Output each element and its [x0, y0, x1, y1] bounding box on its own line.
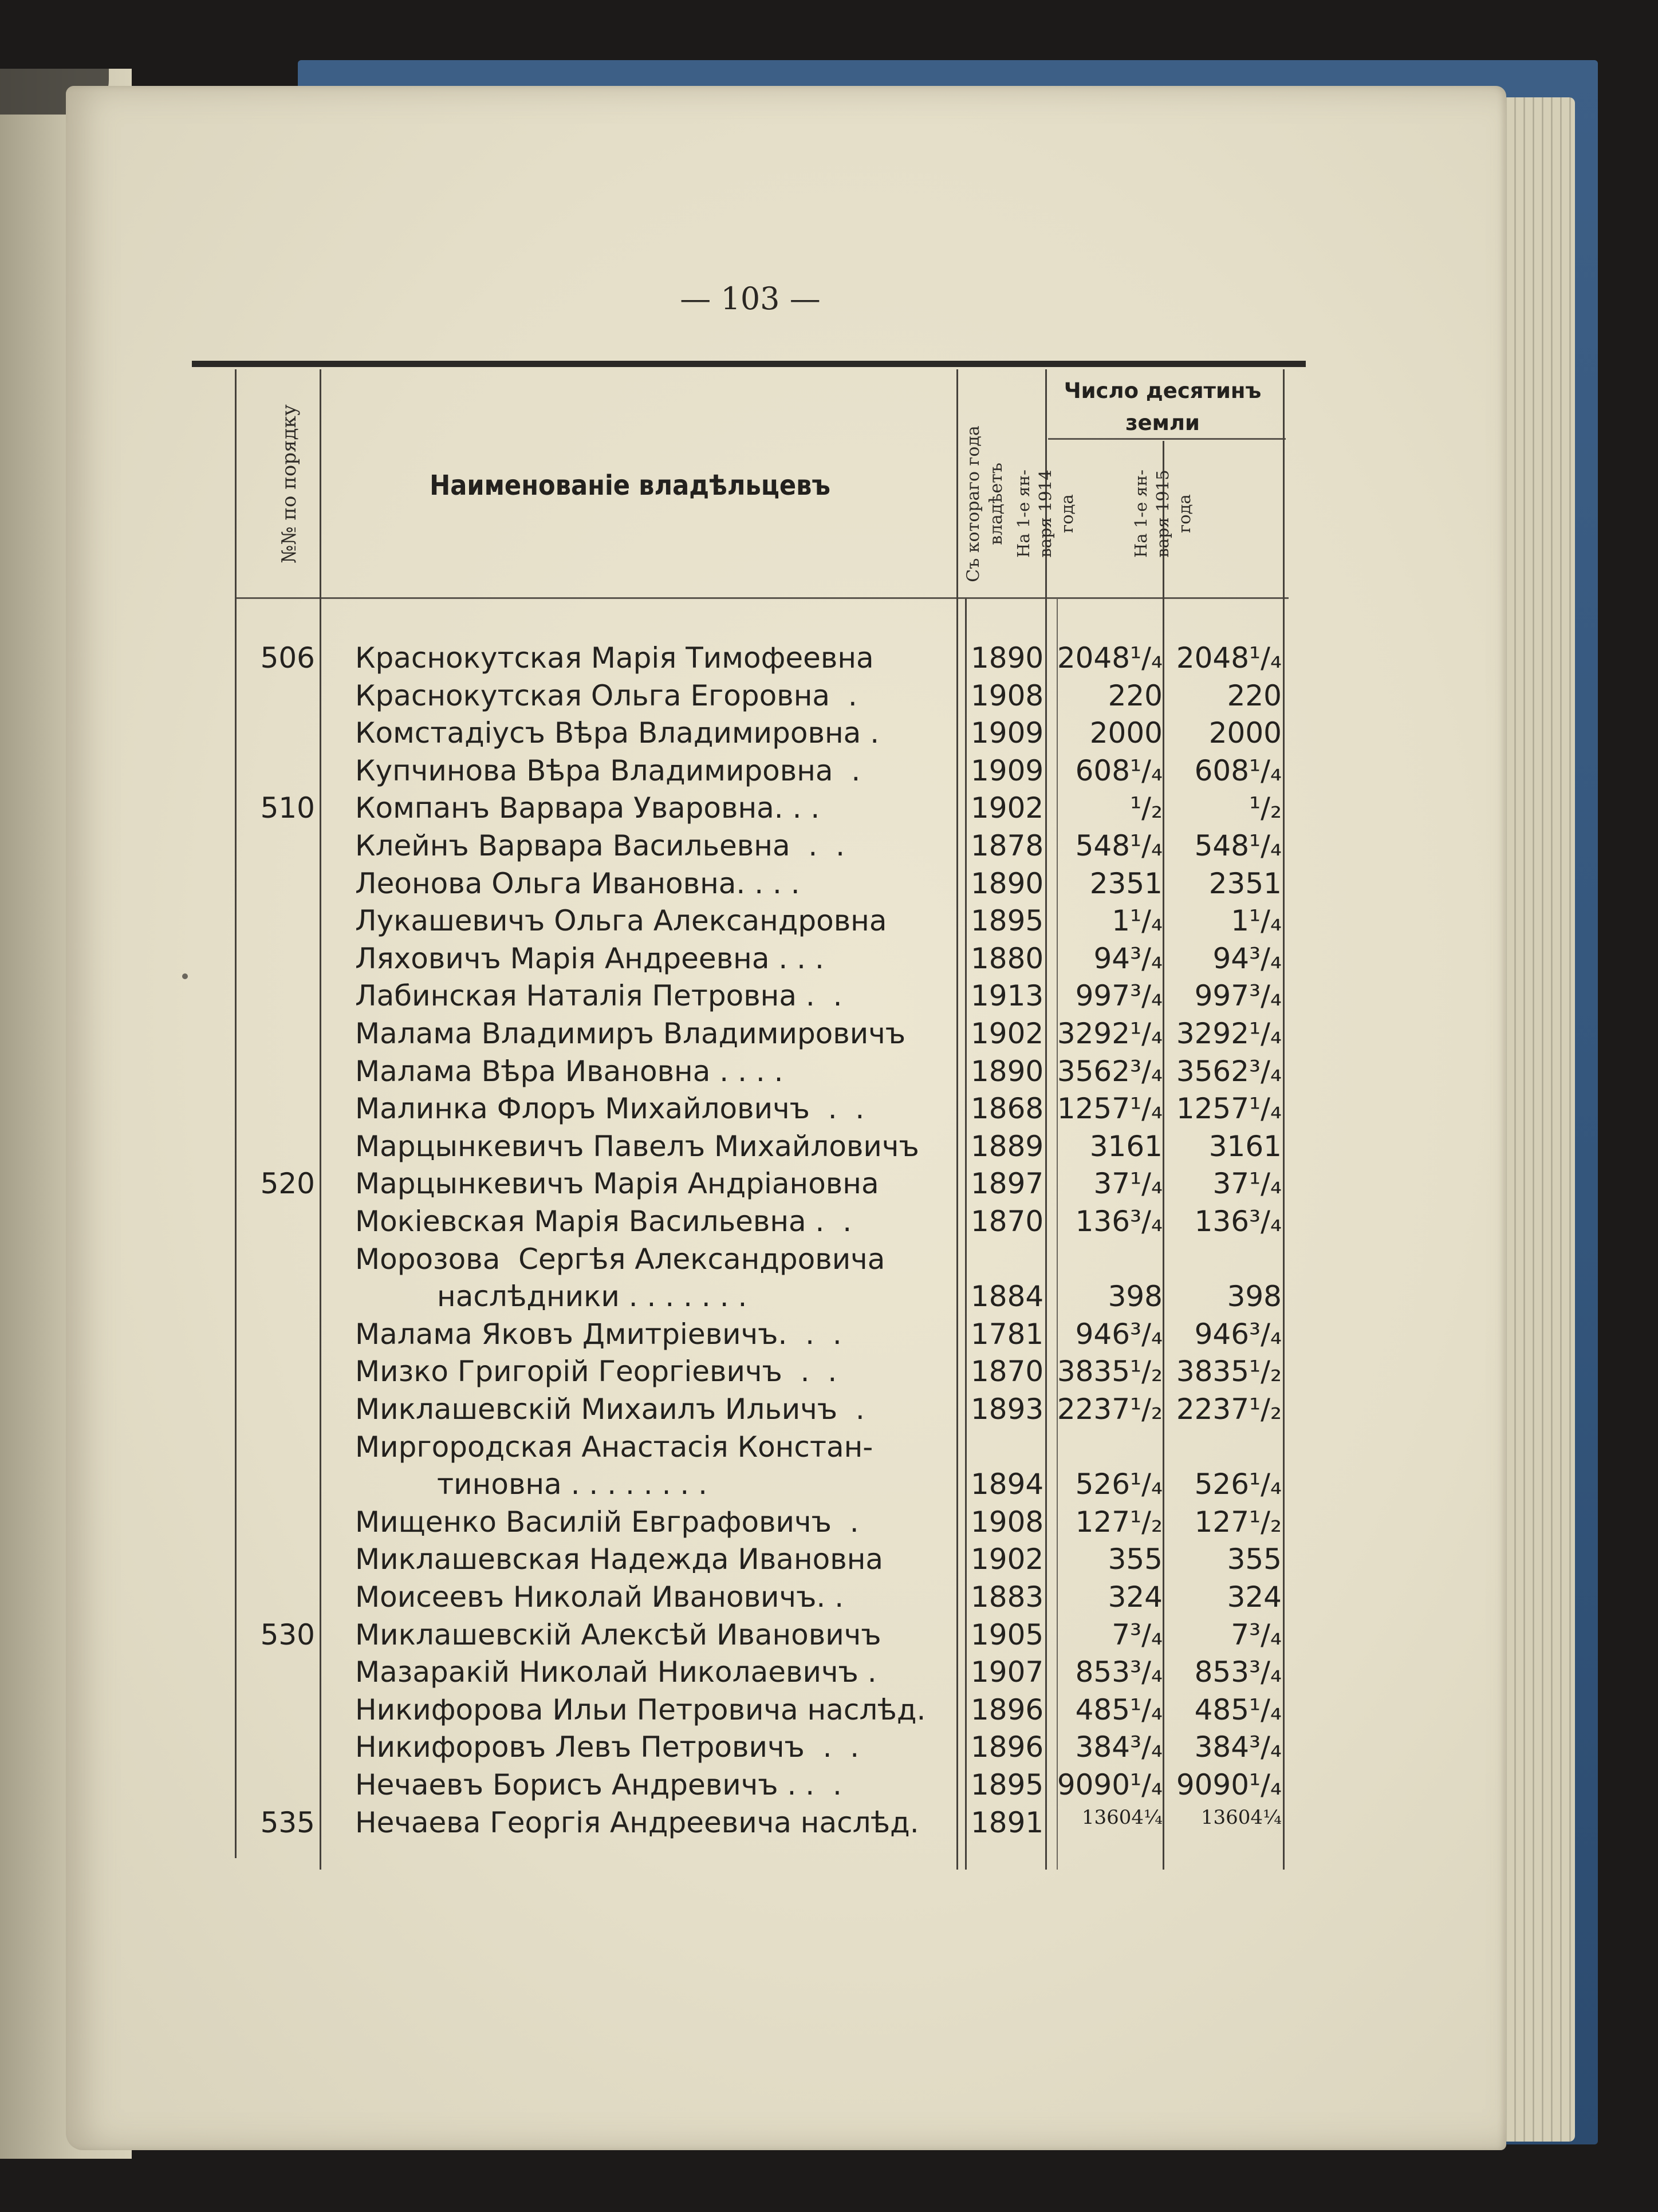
- area-1914: 9090¹/₄: [1057, 1768, 1163, 1801]
- ownership-year: 1909: [971, 754, 1044, 787]
- owner-name: Лукашевичъ Ольга Александровна: [355, 904, 887, 937]
- table-row: [0, 1655, 1317, 1692]
- owner-name: Клейнъ Варвара Васильевна . .: [355, 829, 845, 862]
- area-1915: 2351: [1208, 867, 1282, 900]
- area-1915: 3835¹/₂: [1176, 1355, 1282, 1388]
- ownership-year: 1905: [971, 1618, 1044, 1651]
- area-1915: 1¹/₄: [1231, 904, 1282, 937]
- ownership-year: 1868: [971, 1092, 1044, 1125]
- area-1915: 37¹/₄: [1212, 1167, 1282, 1200]
- owner-name: Мищенко Василій Евграфовичъ .: [355, 1505, 859, 1539]
- header-1914-column: На 1-е ян- варя 1914 года: [1014, 470, 1077, 558]
- header-land-area: Число десятинъ земли: [1064, 378, 1262, 435]
- area-1915: 526¹/₄: [1194, 1468, 1282, 1501]
- page-number: — 103 —: [680, 281, 821, 317]
- owner-name: Миклашевскій Михаилъ Ильичъ .: [355, 1393, 865, 1426]
- table-row: [0, 829, 1317, 866]
- area-1914: 608¹/₄: [1075, 754, 1163, 787]
- owner-name: Нечаевъ Борисъ Андревичъ . . .: [355, 1768, 842, 1801]
- table-row: [0, 1806, 1317, 1843]
- ownership-year: 1880: [971, 942, 1044, 975]
- owner-name: Миклашевская Надежда Ивановна: [355, 1543, 884, 1576]
- ownership-year: 1890: [971, 1055, 1044, 1088]
- ownership-year: 1883: [971, 1580, 1044, 1614]
- area-1915: 220: [1227, 679, 1282, 712]
- header-year-column: Съ котораго года владѣетъ: [963, 425, 1006, 582]
- table-row: [0, 1468, 1317, 1504]
- area-1915: 2000: [1208, 716, 1282, 750]
- ownership-year: 1884: [971, 1280, 1044, 1313]
- area-1915: 3562³/₄: [1176, 1055, 1282, 1088]
- area-1914: 37¹/₄: [1093, 1167, 1163, 1200]
- area-1914: 220: [1108, 679, 1163, 712]
- area-1914: 384³/₄: [1075, 1730, 1163, 1764]
- area-1914: 2000: [1089, 716, 1163, 750]
- table-row: [0, 716, 1317, 753]
- table-row: [0, 1730, 1317, 1767]
- row-number: 510: [260, 791, 315, 825]
- ownership-year: 1897: [971, 1167, 1044, 1200]
- area-1914: 2351: [1089, 867, 1163, 900]
- ownership-year: 1878: [971, 829, 1044, 862]
- area-1915: 548¹/₄: [1194, 829, 1282, 862]
- area-1914: 2237¹/₂: [1057, 1393, 1163, 1426]
- owner-name: Никифорова Ильи Петровича наслѣд.: [355, 1693, 926, 1726]
- area-1914: 853³/₄: [1075, 1655, 1163, 1689]
- area-1914: 946³/₄: [1075, 1318, 1163, 1351]
- ownership-year: 1870: [971, 1355, 1044, 1388]
- owner-name: Мокіевская Марія Васильевна . .: [355, 1205, 852, 1238]
- table-row: [0, 1092, 1317, 1129]
- owner-name: Лабинская Наталія Петровна . .: [355, 979, 842, 1012]
- area-1915: 3292¹/₄: [1176, 1017, 1282, 1050]
- table-row: [0, 1393, 1317, 1429]
- table-row: [0, 1243, 1317, 1279]
- owner-name: Ляховичъ Марія Андреевна . . .: [355, 942, 824, 975]
- area-1915: 355: [1227, 1543, 1282, 1576]
- ownership-year: 1889: [971, 1130, 1044, 1163]
- area-1915: 946³/₄: [1194, 1318, 1282, 1351]
- owner-name: Морозова Сергѣя Александровича: [355, 1243, 885, 1276]
- ownership-year: 1913: [971, 979, 1044, 1012]
- table-row: [0, 1618, 1317, 1655]
- owner-name: Миргородская Анастасія Констан-: [355, 1430, 873, 1464]
- table-row: [0, 1205, 1317, 1241]
- ownership-year: 1896: [971, 1730, 1044, 1764]
- area-1914: 398: [1108, 1280, 1163, 1313]
- table-row: [0, 1430, 1317, 1467]
- table-row: [0, 641, 1317, 678]
- area-1914: 1257¹/₄: [1057, 1092, 1163, 1125]
- owner-name: Марцынкевичъ Павелъ Михайловичъ: [355, 1130, 919, 1163]
- owner-name: Мазаракій Николай Николаевичъ .: [355, 1655, 877, 1689]
- area-1915: 853³/₄: [1194, 1655, 1282, 1689]
- area-1914: 355: [1108, 1543, 1163, 1576]
- owner-name: Компанъ Варвара Уваровна. . .: [355, 791, 820, 825]
- table-row: [0, 679, 1317, 716]
- table-row: [0, 1355, 1317, 1391]
- ownership-year: 1890: [971, 867, 1044, 900]
- owner-name: Нечаева Георгія Андреевича наслѣд.: [355, 1806, 919, 1839]
- ownership-year: 1870: [971, 1205, 1044, 1238]
- area-1915: 136³/₄: [1194, 1205, 1282, 1238]
- area-1914: 94³/₄: [1093, 942, 1163, 975]
- owner-name: Никифоровъ Левъ Петровичъ . .: [355, 1730, 860, 1764]
- area-1915: 9090¹/₄: [1176, 1768, 1282, 1801]
- header-owner-name: Наименованіе владѣльцевъ: [430, 470, 830, 502]
- table-row: [0, 1693, 1317, 1730]
- header-1915-column: На 1-е ян- варя 1915 года: [1131, 470, 1194, 558]
- owner-name: Малинка Флоръ Михайловичъ . .: [355, 1092, 865, 1125]
- owner-name: Малама Владимиръ Владимировичъ: [355, 1017, 906, 1050]
- table-row: [0, 867, 1317, 904]
- owner-name: наслѣдники . . . . . . .: [355, 1280, 747, 1313]
- owner-name: Мизко Григорій Георгіевичъ . .: [355, 1355, 837, 1388]
- table-row: [0, 1768, 1317, 1805]
- area-1915: 324: [1227, 1580, 1282, 1614]
- ownership-year: 1895: [971, 1768, 1044, 1801]
- ownership-year: 1909: [971, 716, 1044, 750]
- ownership-year: 1908: [971, 1505, 1044, 1539]
- owner-name: Купчинова Вѣра Владимировна .: [355, 754, 861, 787]
- table-row: [0, 754, 1317, 791]
- owner-name: Краснокутская Марія Тимофеевна: [355, 641, 874, 675]
- row-number: 535: [260, 1806, 315, 1839]
- ownership-year: 1902: [971, 1017, 1044, 1050]
- owner-name: Комстадіусъ Вѣра Владимировна .: [355, 716, 880, 750]
- area-1914: 136³/₄: [1075, 1205, 1163, 1238]
- area-1914: 997³/₄: [1075, 979, 1163, 1012]
- area-1915: ¹/₂: [1249, 791, 1282, 825]
- ownership-year: 1894: [971, 1468, 1044, 1501]
- ownership-year: 1890: [971, 641, 1044, 675]
- area-1915: 608¹/₄: [1194, 754, 1282, 787]
- table-row: [0, 1130, 1317, 1166]
- area-1914: 127¹/₂: [1075, 1505, 1163, 1539]
- area-1914: 3292¹/₄: [1057, 1017, 1163, 1050]
- owner-name: Краснокутская Ольга Егоровна .: [355, 679, 857, 712]
- ownership-year: 1891: [971, 1806, 1044, 1839]
- owner-name: Малама Вѣра Ивановна . . . .: [355, 1055, 783, 1088]
- area-1914: 485¹/₄: [1075, 1693, 1163, 1726]
- area-1914: ¹/₂: [1130, 791, 1163, 825]
- area-1915: 2048¹/₄: [1176, 641, 1282, 675]
- header-number-column: №№ по порядку: [278, 404, 301, 563]
- area-1914: 3835¹/₂: [1057, 1355, 1163, 1388]
- table-row: [0, 1505, 1317, 1542]
- row-number: 520: [260, 1167, 315, 1200]
- owner-name: Малама Яковъ Дмитріевичъ. . .: [355, 1318, 842, 1351]
- ownership-year: 1902: [971, 1543, 1044, 1576]
- area-1915: 2237¹/₂: [1176, 1393, 1282, 1426]
- owner-name: Леонова Ольга Ивановна. . . .: [355, 867, 800, 900]
- area-1914: 13604¼: [1081, 1806, 1163, 1829]
- owner-name: Марцынкевичъ Марія Андріановна: [355, 1167, 879, 1200]
- area-1915: 7³/₄: [1231, 1618, 1282, 1651]
- ownership-year: 1902: [971, 791, 1044, 825]
- owner-name: тиновна . . . . . . . .: [355, 1468, 708, 1501]
- area-1915: 1257¹/₄: [1176, 1092, 1282, 1125]
- table-row: [0, 791, 1317, 828]
- row-number: 506: [260, 641, 315, 675]
- area-1914: 548¹/₄: [1075, 829, 1163, 862]
- table-row: [0, 1167, 1317, 1204]
- area-1914: 324: [1108, 1580, 1163, 1614]
- area-1915: 94³/₄: [1212, 942, 1282, 975]
- ownership-year: 1907: [971, 1655, 1044, 1689]
- ownership-year: 1908: [971, 679, 1044, 712]
- ownership-year: 1781: [971, 1318, 1044, 1351]
- area-1915: 13604¼: [1200, 1806, 1282, 1829]
- table-row: [0, 1580, 1317, 1617]
- area-1914: 1¹/₄: [1112, 904, 1163, 937]
- area-1915: 485¹/₄: [1194, 1693, 1282, 1726]
- row-number: 530: [260, 1618, 315, 1651]
- table-row: [0, 904, 1317, 941]
- ownership-year: 1896: [971, 1693, 1044, 1726]
- area-1914: 7³/₄: [1112, 1618, 1163, 1651]
- area-1915: 997³/₄: [1194, 979, 1282, 1012]
- area-1914: 3161: [1089, 1130, 1163, 1163]
- table-row: [0, 1055, 1317, 1091]
- area-1915: 398: [1227, 1280, 1282, 1313]
- area-1914: 3562³/₄: [1057, 1055, 1163, 1088]
- table-row: [0, 1017, 1317, 1054]
- owner-name: Моисеевъ Николай Ивановичъ. .: [355, 1580, 844, 1614]
- table-top-rule: [192, 361, 1306, 367]
- area-1915: 127¹/₂: [1194, 1505, 1282, 1539]
- table-row: [0, 1543, 1317, 1579]
- ownership-year: 1893: [971, 1393, 1044, 1426]
- table-row: [0, 1280, 1317, 1316]
- table-row: [0, 1318, 1317, 1354]
- table-row: [0, 979, 1317, 1016]
- area-1915: 384³/₄: [1194, 1730, 1282, 1764]
- area-1915: 3161: [1208, 1130, 1282, 1163]
- area-1914: 2048¹/₄: [1057, 641, 1163, 675]
- area-1914: 526¹/₄: [1075, 1468, 1163, 1501]
- table-row: [0, 942, 1317, 979]
- ownership-year: 1895: [971, 904, 1044, 937]
- owner-name: Миклашевскій Алексѣй Ивановичъ: [355, 1618, 881, 1651]
